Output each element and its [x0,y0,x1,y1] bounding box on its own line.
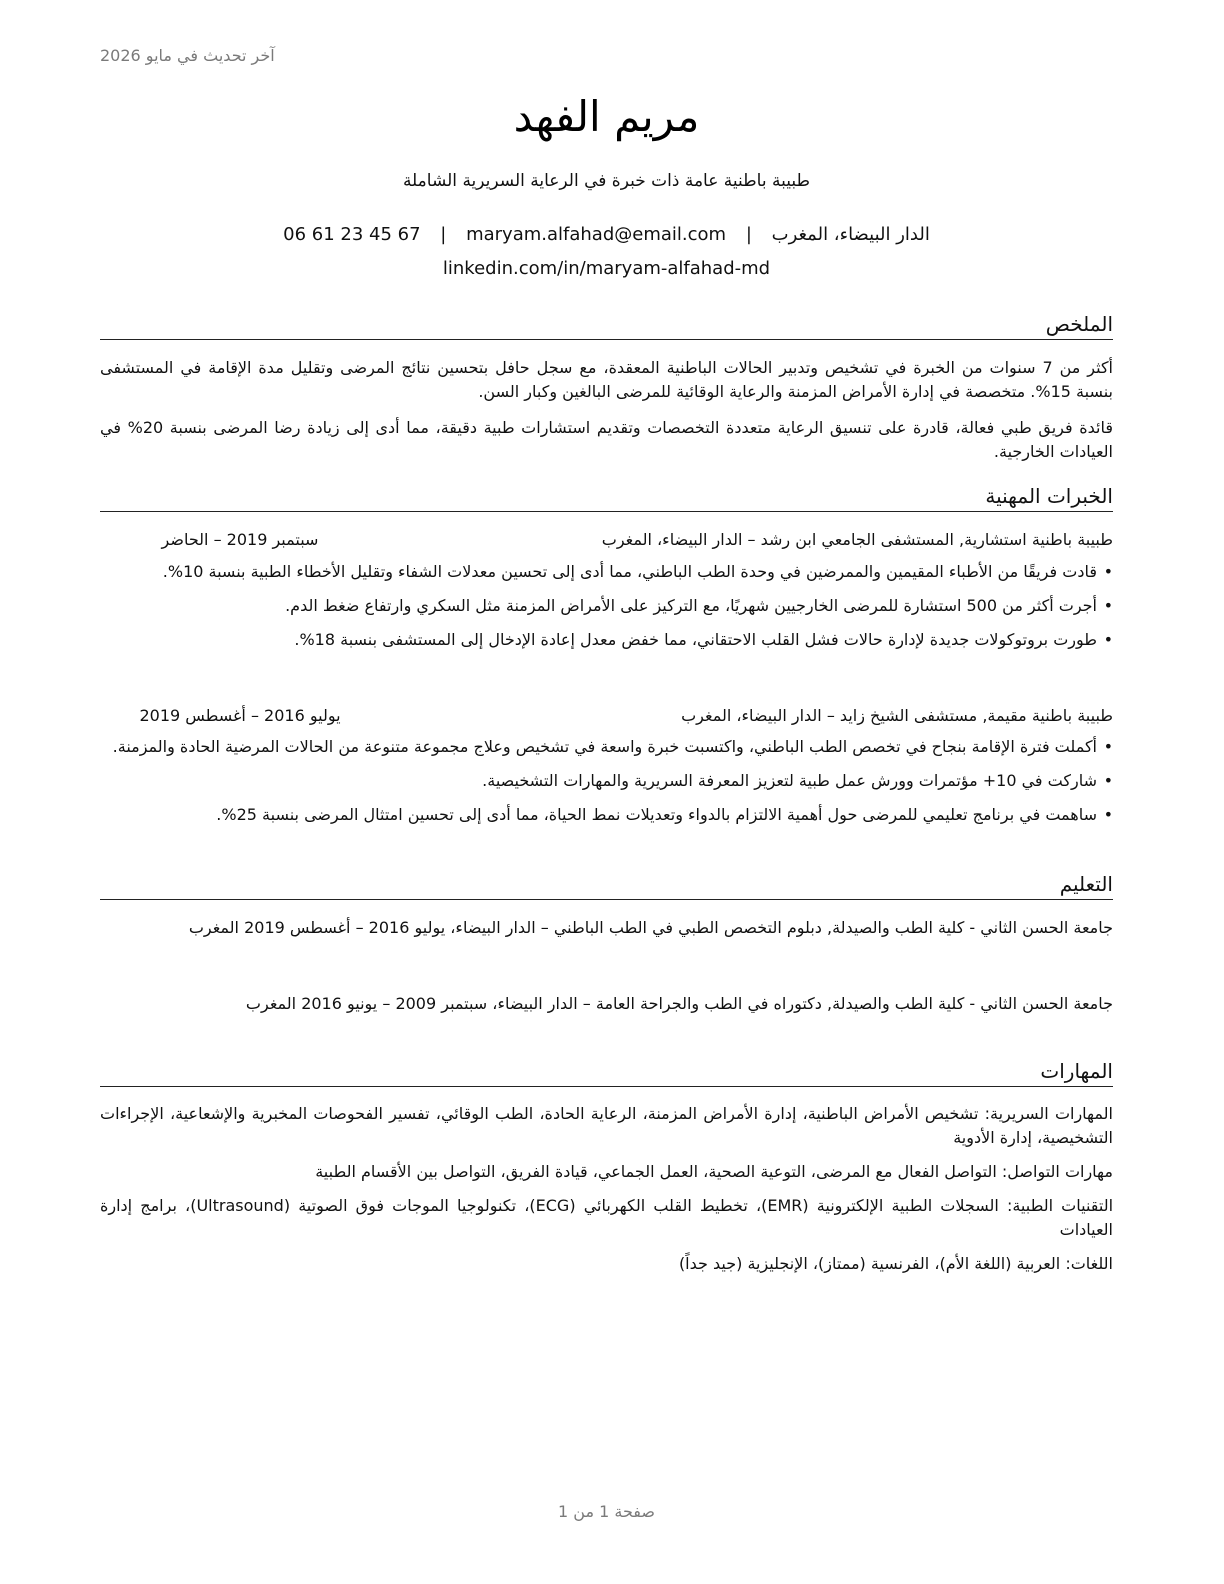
skill-item: مهارات التواصل: التواصل الفعال مع المرضى، التوعية الصحية، العمل الجماعي، قيادة الفريق، التواصل بين الأقسام الطبية [315,1162,1113,1181]
education-entry: جامعة الحسن الثاني - كلية الطب والصيدلة, دكتوراه في الطب والجراحة العامة – الدار البيضاء، سبتمبر 2009 – يونيو 2016 المغرب [245,994,1113,1013]
skill-item: اللغات: العربية (اللغة الأم)، الفرنسية (ممتاز)، الإنجليزية (جيد جداً) [678,1254,1113,1273]
skill-item: التقنيات الطبية: السجلات الطبية الإلكترونية (EMR)، تخطيط القلب الكهربائي (ECG)، تكنولوجيا الموجات فوق الصوتية (Ultrasound)، برامج إدارة العيادات [100,1196,1114,1239]
job-heading [100,704,1113,728]
headline: طبيبة باطنية عامة ذات خبرة في الرعاية السريرية الشاملة [402,171,811,191]
section-title-education: التعليم [100,871,1113,900]
education-entry: جامعة الحسن الثاني - كلية الطب والصيدلة, دبلوم التخصص الطبي في الطب الباطني – الدار البيضاء، يوليو 2016 – أغسطس 2019 المغرب [188,918,1113,937]
list-item: • طورت بروتوكولات جديدة لإدارة حالات فشل القلب الاحتقاني، مما خفض معدل إعادة الإدخال إلى المستشفى بنسبة 18%. [100,628,1113,652]
job-dates: سبتمبر 2019 – الحاضر [161,530,319,549]
skill-item: المهارات السريرية: تشخيص الأمراض الباطنية، إدارة الأمراض المزمنة، الرعاية الحادة، الطب الوقائي، تفسير الفحوصات المخبرية والإشعاعية، الإجراءات التشخيصية، إدارة الأدوية [100,1104,1113,1147]
job-heading [100,528,1113,552]
separator: | [440,224,447,245]
last-updated: آخر تحديث في مايو 2026 [100,46,275,65]
contact-line [100,224,1113,245]
skills-list [100,1102,1113,1286]
email-link[interactable]: maryam.alfahad@email.com [466,224,727,245]
list-item: • شاركت في 10+ مؤتمرات وورش عمل طبية لتعزيز المعرفة السريرية والمهارات التشخيصية. [100,769,1113,793]
job-title: طبيبة باطنية استشارية, المستشفى الجامعي ابن رشد – الدار البيضاء، المغرب [601,530,1113,549]
list-item: • أجرت أكثر من 500 استشارة للمرضى الخارجيين شهريًا، مع التركيز على الأمراض المزمنة مثل السكري وارتفاع ضغط الدم. [100,594,1113,618]
resume-page [100,0,1113,1584]
job-bullets [100,560,1113,662]
location: الدار البيضاء، المغرب [771,224,930,245]
section-title-summary: الملخص [100,311,1113,340]
summary-paragraph: قائدة فريق طبي فعالة، قادرة على تنسيق الرعاية متعددة التخصصات وتقديم استشارات طبية دقيقة، مما أدى إلى زيادة رضا المرضى بنسبة 20% في العيادات الخارجية. [100,418,1114,461]
job-bullets [100,735,1113,837]
summary-paragraph: أكثر من 7 سنوات من الخبرة في تشخيص وتدبير الحالات الباطنية المعقدة، مع سجل حافل بتحسين نتائج المرضى وتقليل مدة الإقامة في المستشفى بنسبة 15%. متخصصة في إدارة الأمراض المزمنة والرعاية الوقائية للمرضى البالغين وكبار السن. [100,358,1113,401]
section-title-experience: الخبرات المهنية [100,483,1113,512]
separator: | [745,224,752,245]
page-number: صفحة 1 من 1 [558,1502,655,1521]
job-title: طبيبة باطنية مقيمة, مستشفى الشيخ زايد – الدار البيضاء، المغرب [681,706,1113,725]
linkedin-link[interactable]: linkedin.com/in/maryam-alfahad-md [442,258,771,279]
list-item: • قادت فريقًا من الأطباء المقيمين والممرضين في وحدة الطب الباطني، مما أدى إلى تحسين معدلات الشفاء وتقليل الأخطاء الطبية بنسبة 10%. [100,560,1113,584]
candidate-name: مريم الفهد [513,92,700,141]
job-dates: يوليو 2016 – أغسطس 2019 [139,706,341,725]
section-title-skills: المهارات [100,1058,1113,1087]
list-item: • أكملت فترة الإقامة بنجاح في تخصص الطب الباطني، واكتسبت خبرة واسعة في تشخيص وعلاج مجموعة متنوعة من الحالات المرضية الحادة والمزمنة. [100,735,1113,759]
list-item: • ساهمت في برنامج تعليمي للمرضى حول أهمية الالتزام بالدواء وتعديلات نمط الحياة، مما أدى إلى تحسين امتثال المرضى بنسبة 25%. [100,803,1113,827]
phone: 06 61 23 45 67 [283,224,421,245]
